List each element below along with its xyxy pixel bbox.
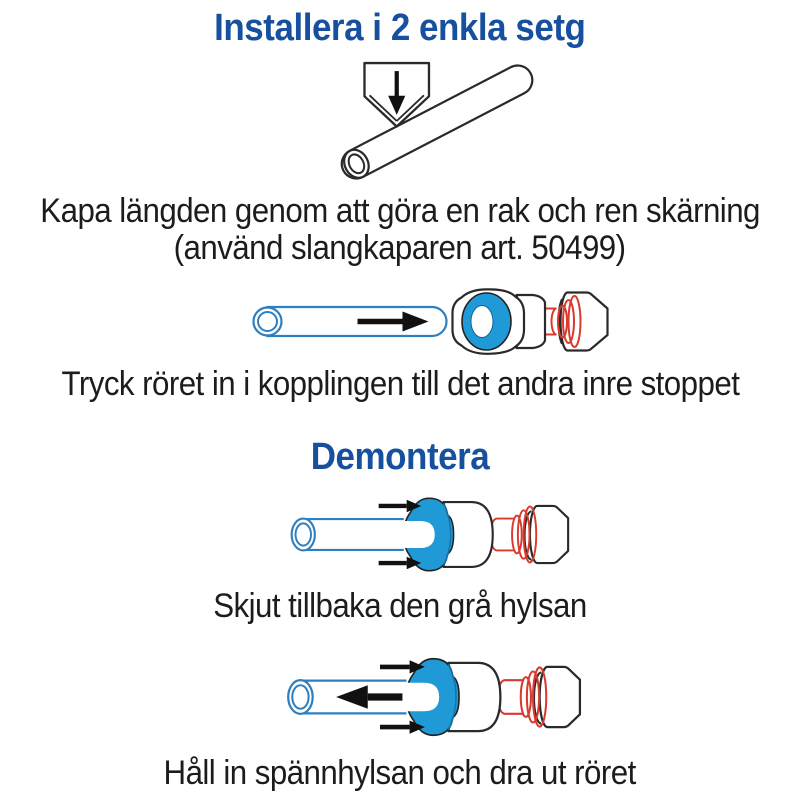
cut-caption-line1: Kapa längden genom att göra en rak och ren skärning: [40, 192, 760, 230]
pull-tube-illustration: [278, 649, 584, 745]
cut-step-caption: [9, 193, 791, 267]
o-rings: [498, 667, 546, 726]
cut-caption-line2: (använd slangkaparen art. 50499): [174, 229, 626, 267]
o-rings: [491, 506, 536, 562]
hex-nut: [534, 667, 580, 727]
collet-ring: [462, 293, 511, 350]
cut-tube-illustration: [326, 58, 538, 189]
insert-tube-illustration: [245, 285, 611, 358]
hex-nut: [525, 506, 568, 563]
insert-step-caption: Tryck röret in i kopplingen till det andra inre stoppet: [61, 365, 739, 403]
push-sleeve-caption: Skjut tillbaka den grå hylsan: [213, 587, 587, 625]
tube: [292, 519, 404, 551]
install-section-heading: Installera i 2 enkla setg: [214, 7, 586, 49]
push-sleeve-illustration: [282, 489, 572, 580]
collet-ring: [398, 498, 454, 571]
pull-tube-caption: Håll in spännhylsan och dra ut röret: [163, 754, 637, 792]
disassemble-section-heading: Demontera: [310, 436, 490, 478]
collet-ring: [400, 659, 459, 736]
